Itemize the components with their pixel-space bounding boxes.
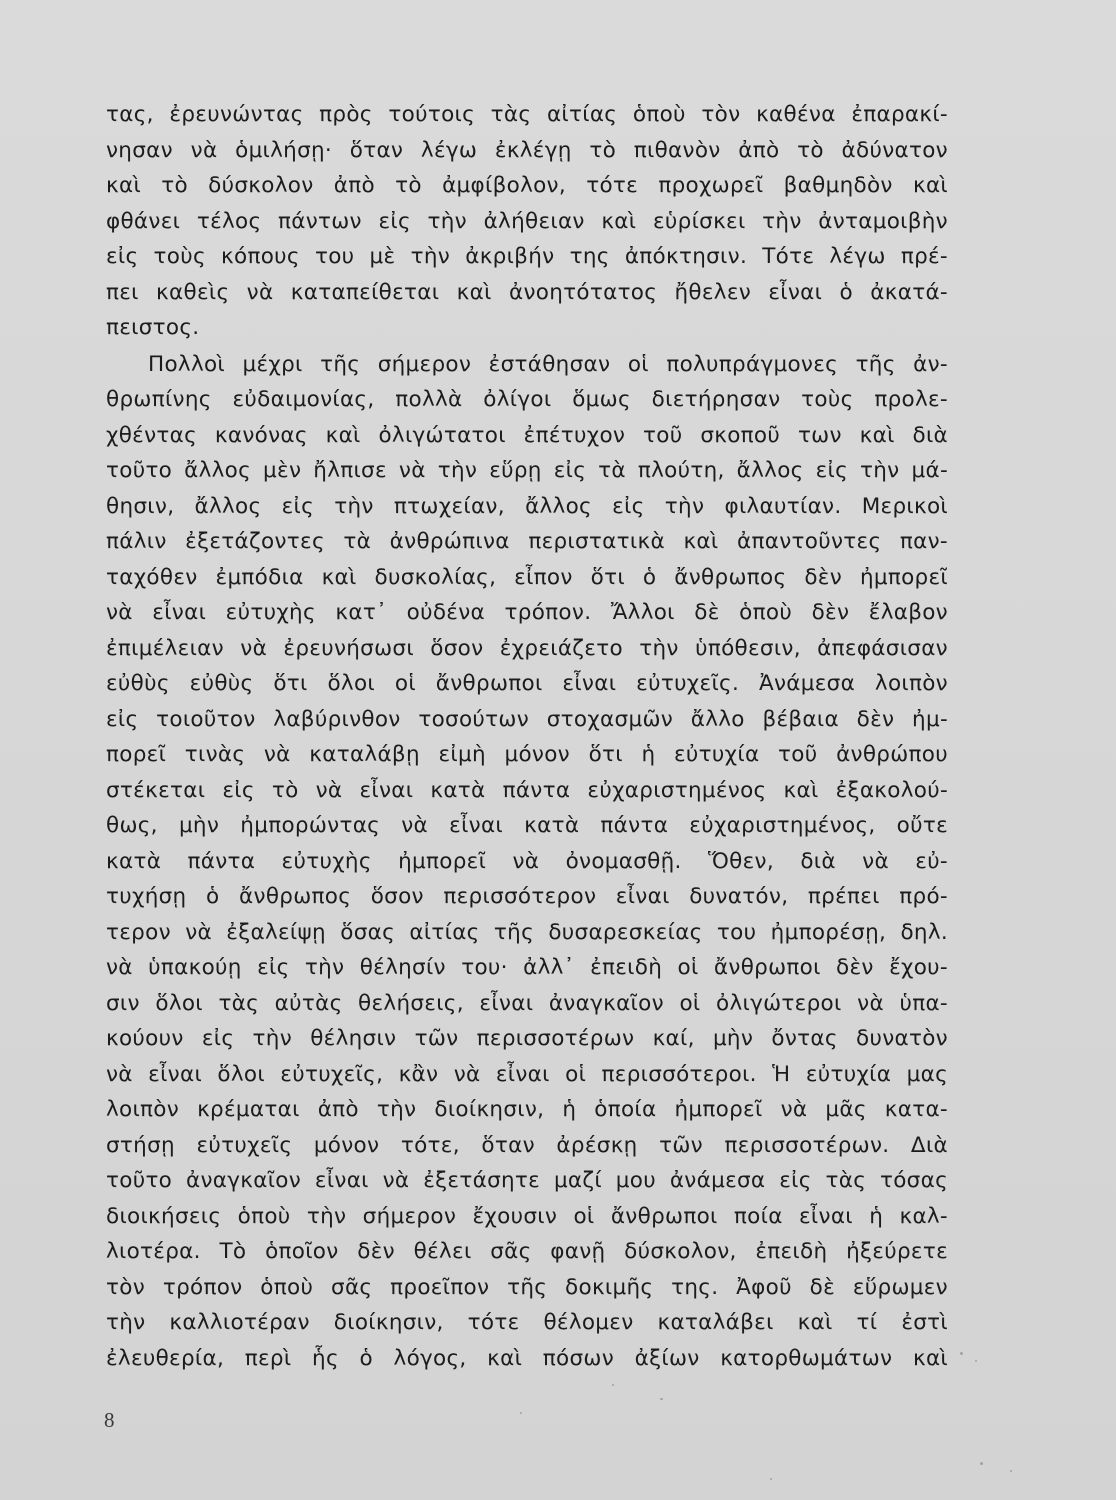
text-line: τερον νὰ ἐξαλείψῃ ὅσας αἰτίας τῆς δυσαρεσκείας του ἠμπορέσῃ, δηλ. <box>106 919 948 945</box>
body-text <box>106 97 948 1376</box>
text-line: τὴν καλλιοτέραν διοίκησιν, τότε θέλομεν καταλάβει καὶ τί ἐστὶ <box>106 1310 948 1335</box>
text-line: λοιπὸν κρέμαται ἀπὸ τὴν διοίκησιν, ἡ ὁποία ἠμπορεῖ νὰ μᾶς κατα- <box>106 1097 948 1122</box>
print-speck <box>1010 1470 1012 1472</box>
text-line: κούουν εἰς τὴν θέλησιν τῶν περισσοτέρων καί, μὴν ὄντας δυνατὸν <box>106 1026 948 1051</box>
text-line: τοῦτο ἄλλος μὲν ἤλπισε νὰ τὴν εὕρῃ εἰς τὰ πλούτη, ἄλλος εἰς τὴν μά- <box>106 458 948 483</box>
text-line: φθάνει τέλος πάντων εἰς τὴν ἀλήθειαν καὶ εὑρίσκει τὴν ἀνταμοιβὴν <box>106 208 948 234</box>
print-speck <box>980 1462 983 1465</box>
print-speck <box>660 1398 663 1400</box>
text-line: νὰ ὑπακούῃ εἰς τὴν θέλησίν του· ἀλλ᾽ ἐπειδὴ οἱ ἄνθρωποι δὲν ἔχου- <box>106 955 948 980</box>
text-line: σιν ὅλοι τὰς αὐτὰς θελήσεις, εἶναι ἀναγκαῖον οἱ ὀλιγώτεροι νὰ ὑπα- <box>106 990 948 1016</box>
paragraph-2 <box>106 347 948 1377</box>
text-line: Πολλοὶ μέχρι τῆς σήμερον ἐστάθησαν οἱ πολυπράγμονες τῆς ἀν- <box>148 351 948 377</box>
text-line: νησαν νὰ ὁμιλήσῃ· ὅταν λέγω ἐκλέγῃ τὸ πιθανὸν ἀπὸ τὸ ἀδύνατον <box>106 137 948 163</box>
text-line: πορεῖ τινὰς νὰ καταλάβῃ εἰμὴ μόνον ὅτι ἡ εὐτυχία τοῦ ἀνθρώπου <box>106 742 948 767</box>
text-line: τὸν τρόπον ὁποὺ σᾶς προεῖπον τῆς δοκιμῆς της. Ἀφοῦ δὲ εὕρωμεν <box>106 1274 948 1300</box>
text-line: χθέντας κανόνας καὶ ὀλιγώτατοι ἐπέτυχον τοῦ σκοποῦ των καὶ διὰ <box>106 422 948 448</box>
text-line: θησιν, ἄλλος εἰς τὴν πτωχείαν, ἄλλος εἰς τὴν φιλαυτίαν. Μερικοὶ <box>106 493 948 519</box>
text-line: εἰς τοιοῦτον λαβύρινθον τοσούτων στοχασμῶν ἄλλο βέβαια δὲν ἠμ- <box>106 706 948 732</box>
text-line: θρωπίνης εὐδαιμονίας, πολλὰ ὀλίγοι ὅμως διετήρησαν τοὺς προλε- <box>106 387 948 412</box>
page-number: 8 <box>104 1408 115 1432</box>
print-speck <box>975 1360 977 1362</box>
text-line: λιοτέρα. Τὸ ὁποῖον δὲν θέλει σᾶς φανῇ δύσκολον, ἐπειδὴ ἠξεύρετε <box>106 1239 948 1264</box>
text-line: νὰ εἶναι εὐτυχὴς κατ᾽ οὐδένα τρόπον. Ἄλλοι δὲ ὁποὺ δὲν ἔλαβον <box>106 600 948 625</box>
text-line: διοικήσεις ὁποὺ τὴν σήμερον ἔχουσιν οἱ ἄνθρωποι ποία εἶναι ἡ καλ- <box>106 1203 948 1229</box>
paragraph-1 <box>106 97 948 346</box>
text-line: καὶ τὸ δύσκολον ἀπὸ τὸ ἀμφίβολον, τότε προχωρεῖ βαθμηδὸν καὶ <box>106 173 948 198</box>
text-line: ταχόθεν ἐμπόδια καὶ δυσκολίας, εἶπον ὅτι ὁ ἄνθρωπος δὲν ἠμπορεῖ <box>106 564 948 590</box>
text-line: πει καθεὶς νὰ καταπείθεται καὶ ἀνοητότατος ἤθελεν εἶναι ὁ ἀκατά- <box>106 279 948 305</box>
print-speck <box>520 1412 522 1414</box>
print-speck <box>960 1352 963 1355</box>
text-line: ἐπιμέλειαν νὰ ἐρευνήσωσι ὅσον ἐχρειάζετο τὴν ὑπόθεσιν, ἀπεφάσισαν <box>106 635 948 661</box>
text-line: εὐθὺς εὐθὺς ὅτι ὅλοι οἱ ἄνθρωποι εἶναι εὐτυχεῖς. Ἀνάμεσα λοιπὸν <box>106 671 948 696</box>
text-line: τοῦτο ἀναγκαῖον εἶναι νὰ ἐξετάσητε μαζί μου ἀνάμεσα εἰς τὰς τόσας <box>106 1168 948 1193</box>
text-line: τας, ἐρευνώντας πρὸς τούτοις τὰς αἰτίας ὁποὺ τὸν καθένα ἐπαρακί- <box>106 102 948 127</box>
text-line: κατὰ πάντα εὐτυχὴς ἠμπορεῖ νὰ ὀνομασθῇ. Ὅθεν, διὰ νὰ εὐ- <box>106 848 948 874</box>
text-line: νὰ εἶναι ὅλοι εὐτυχεῖς, κἂν νὰ εἶναι οἱ περισσότεροι. Ἡ εὐτυχία μας <box>106 1061 948 1087</box>
text-line: στήσῃ εὐτυχεῖς μόνον τότε, ὅταν ἀρέσκῃ τῶν περισσοτέρων. Διὰ <box>106 1132 948 1158</box>
text-line: τυχήσῃ ὁ ἄνθρωπος ὅσον περισσότερον εἶναι δυνατόν, πρέπει πρό- <box>106 884 948 909</box>
text-line: θως, μὴν ἠμπορώντας νὰ εἶναι κατὰ πάντα εὐχαριστημένος, οὔτε <box>106 813 948 838</box>
text-line: πάλιν ἐξετάζοντες τὰ ἀνθρώπινα περιστατικὰ καὶ ἀπαντοῦντες παν- <box>106 529 948 554</box>
text-line: πειστος. <box>106 315 200 340</box>
print-speck <box>612 1384 614 1386</box>
print-speck <box>770 1478 772 1480</box>
text-line: εἰς τοὺς κόπους του μὲ τὴν ἀκριβήν της ἀπόκτησιν. Τότε λέγω πρέ- <box>106 244 948 269</box>
text-line: ἐλευθερία, περὶ ἧς ὁ λόγος, καὶ πόσων ἀξίων κατορθωμάτων καὶ <box>106 1345 948 1371</box>
text-line: στέκεται εἰς τὸ νὰ εἶναι κατὰ πάντα εὐχαριστημένος καὶ ἐξακολού- <box>106 777 948 803</box>
